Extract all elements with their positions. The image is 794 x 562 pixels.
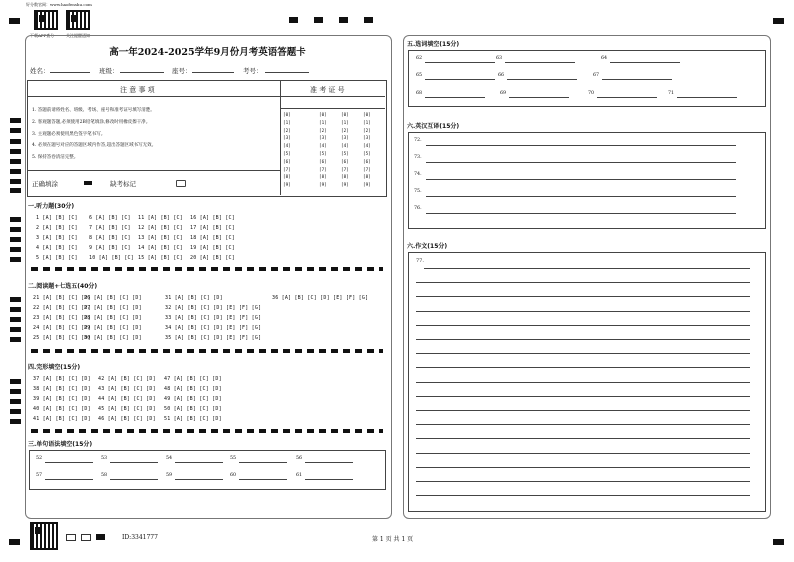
exam-digit-bubble[interactable]: [0] [363, 113, 371, 118]
answer-blank[interactable] [110, 462, 158, 463]
answer-blank[interactable] [610, 62, 680, 63]
exam-digit-bubble[interactable]: [7] [363, 167, 371, 173]
answer-choice-row[interactable]: 51 [A] [B] [C] [D] [164, 416, 222, 422]
timing-mark [10, 317, 21, 322]
timing-mark [289, 17, 298, 23]
grammar-title: 三.单句语法填空(15分) [28, 441, 93, 448]
answer-choice-row[interactable]: 42 [A] [B] [C] [D] [98, 376, 156, 382]
writing-line[interactable] [416, 495, 750, 496]
exam-digit-bubble[interactable]: [0] [283, 113, 291, 118]
answer-choice-row[interactable]: 32 [A] [B] [C] [D] [E] [F] [G] [165, 305, 262, 311]
correct-fill-label: 正确填涂 [32, 180, 58, 188]
timing-mark [10, 118, 21, 123]
translation-number: 73. [414, 155, 422, 160]
notice-item-4: 4. 必须在题号对应的答题区域内作答,超出答题区域书写无效。 [32, 143, 157, 148]
answer-choice-row[interactable]: 11 [A] [B] [C] [138, 215, 183, 221]
exam-digit-bubble[interactable]: [4] [283, 144, 291, 150]
timing-mark [10, 227, 21, 232]
answer-choice-row[interactable]: 40 [A] [B] [C] [D] [33, 406, 91, 412]
timing-mark [10, 327, 21, 332]
answer-blank[interactable] [602, 79, 672, 80]
blank-number: 68 [416, 91, 423, 96]
answer-choice-row[interactable]: 23 [A] [B] [C] [D] [33, 315, 91, 321]
timing-mark [10, 139, 21, 144]
answer-choice-row[interactable]: 20 [A] [B] [C] [190, 255, 235, 261]
translation-box [408, 132, 766, 229]
answer-choice-row[interactable]: 37 [A] [B] [C] [D] [33, 376, 91, 382]
exam-digit-bubble[interactable]: [0] [341, 113, 349, 118]
answer-choice-row[interactable]: 49 [A] [B] [C] [D] [164, 396, 222, 402]
answer-choice-row[interactable]: 28 [A] [B] [C] [D] [84, 315, 142, 321]
answer-blank[interactable] [305, 479, 353, 480]
exam-digit-bubble[interactable]: [9] [341, 183, 349, 189]
answer-blank[interactable] [677, 97, 737, 98]
answer-choice-row[interactable]: 5 [A] [B] [C] [36, 255, 78, 261]
words-title: 五.选词填空(15分) [407, 41, 460, 48]
blank-number: 66 [498, 73, 505, 78]
writing-line[interactable] [416, 382, 750, 383]
translation-answer-line[interactable] [426, 145, 736, 146]
qr2-caption: 关注提醒通知 [66, 33, 90, 38]
answer-choice-row[interactable]: 21 [A] [B] [C] [D] [33, 295, 91, 301]
answer-choice-row[interactable]: 22 [A] [B] [C] [D] [33, 305, 91, 311]
notice-item-5: 5. 保持答卷清洁完整。 [32, 155, 79, 160]
exam-digit-bubble[interactable]: [5] [319, 152, 327, 157]
writing-line[interactable] [416, 481, 750, 482]
exam-digit-bubble[interactable]: [0] [319, 113, 327, 118]
download-qr-code [34, 10, 58, 30]
answer-blank[interactable] [597, 97, 657, 98]
answer-choice-row[interactable]: 25 [A] [B] [C] [D] [33, 335, 91, 341]
notice-item-1: 1. 答题前请将姓名、班级、考场、座号和准考证号填写清楚。 [32, 108, 155, 113]
exam-digit-bubble[interactable]: [6] [319, 159, 327, 165]
blank-number: 62 [416, 56, 423, 61]
answer-blank[interactable] [305, 462, 353, 463]
exam-digit-bubble[interactable]: [6] [341, 159, 349, 165]
answer-choice-row[interactable]: 3 [A] [B] [C] [36, 235, 78, 241]
translation-answer-line[interactable] [426, 196, 736, 197]
answer-choice-row[interactable]: 33 [A] [B] [C] [D] [E] [F] [G] [165, 315, 262, 321]
timing-mark [10, 237, 21, 242]
writing-line[interactable] [416, 396, 750, 397]
exam-digit-bubble[interactable]: [7] [341, 167, 349, 173]
class-label: 班级： [99, 67, 119, 75]
answer-blank[interactable] [425, 62, 495, 63]
notice-divider [27, 96, 385, 97]
answer-blank[interactable] [507, 79, 577, 80]
writing-line[interactable] [416, 296, 750, 297]
blank-number: 53 [101, 456, 108, 461]
answer-choice-row[interactable]: 27 [A] [B] [C] [D] [84, 305, 142, 311]
answer-choice-row[interactable]: 29 [A] [B] [C] [D] [84, 325, 142, 331]
blank-number: 60 [230, 473, 237, 478]
sheet-id: ID:3341777 [122, 534, 158, 541]
answer-choice-row[interactable]: 47 [A] [B] [C] [D] [164, 376, 222, 382]
answer-choice-row[interactable]: 16 [A] [B] [C] [190, 215, 235, 221]
timing-mark [10, 389, 21, 394]
answer-choice-row[interactable]: 38 [A] [B] [C] [D] [33, 386, 91, 392]
answer-choice-row[interactable]: 36 [A] [B] [C] [D] [E] [F] [G] [272, 295, 369, 301]
corner-mark [9, 18, 20, 24]
site-url: 好分数官网：www.haofenshu.com [26, 2, 92, 7]
timing-mark [10, 247, 21, 252]
corner-mark [773, 18, 784, 24]
answer-blank[interactable] [425, 79, 495, 80]
seat-field[interactable] [192, 72, 234, 73]
timing-mark [10, 128, 21, 133]
exam-digit-bubble[interactable]: [1] [283, 120, 291, 126]
timing-mark [10, 188, 21, 193]
exam-digit-bubble[interactable]: [2] [341, 128, 349, 134]
timing-mark [10, 149, 21, 154]
translation-number: 75. [414, 189, 422, 194]
translation-number: 72. [414, 138, 422, 143]
writing-line[interactable] [416, 467, 750, 468]
timing-mark [10, 337, 21, 342]
footer-qr-code [30, 522, 58, 550]
exam-digit-bubble[interactable]: [9] [363, 183, 371, 189]
notice-bottom-divider [27, 170, 280, 171]
exam-digit-bubble[interactable]: [1] [319, 120, 327, 126]
answer-choice-row[interactable]: 45 [A] [B] [C] [D] [98, 406, 156, 412]
answer-choice-row[interactable]: 7 [A] [B] [C] [89, 225, 131, 231]
answer-blank[interactable] [45, 462, 93, 463]
blank-number: 65 [416, 73, 423, 78]
footer-box [66, 534, 76, 541]
cloze-title: 四.完形填空(15分) [28, 364, 81, 371]
timing-mark [10, 419, 21, 424]
listening-title: 一.听力题(30分) [28, 203, 75, 210]
corner-mark [9, 539, 20, 545]
translation-answer-line[interactable] [426, 162, 736, 163]
exam-digit-bubble[interactable]: [8] [319, 175, 327, 181]
correct-fill-example [84, 181, 92, 185]
page-number: 第 1 页 共 1 页 [372, 536, 414, 543]
exam-digit-bubble[interactable]: [3] [341, 136, 349, 142]
absent-mark-label: 缺考标记 [110, 180, 136, 188]
writing-line[interactable] [424, 268, 750, 269]
blank-number: 69 [500, 91, 507, 96]
timing-mark [10, 307, 21, 312]
answer-choice-row[interactable]: 6 [A] [B] [C] [89, 215, 131, 221]
exam-digit-bubble[interactable]: [3] [363, 136, 371, 142]
answer-choice-row[interactable]: 39 [A] [B] [C] [D] [33, 396, 91, 402]
answer-choice-row[interactable]: 10 [A] [B] [C] [89, 255, 134, 261]
timing-mark [10, 379, 21, 384]
translation-number: 74. [414, 172, 422, 177]
exam-digit-bubble[interactable]: [5] [283, 152, 291, 157]
blank-number: 61 [296, 473, 303, 478]
writing-line[interactable] [416, 325, 750, 326]
answer-choice-row[interactable]: 14 [A] [B] [C] [138, 245, 183, 251]
answer-choice-row[interactable]: 9 [A] [B] [C] [89, 245, 131, 251]
answer-blank[interactable] [175, 462, 223, 463]
seat-label: 座号： [172, 67, 192, 75]
answer-choice-row[interactable]: 8 [A] [B] [C] [89, 235, 131, 241]
notice-item-2: 2. 客观题答题,必须使用2B铅笔填涂,修改时用橡皮擦干净。 [32, 120, 151, 125]
writing-line[interactable] [416, 282, 750, 283]
notice-vertical-divider [280, 80, 281, 195]
exam-digit-bubble[interactable]: [4] [319, 144, 327, 150]
answer-choice-row[interactable]: 15 [A] [B] [C] [138, 255, 183, 261]
blank-number: 58 [101, 473, 108, 478]
exam-number-write-row [280, 108, 385, 109]
corner-mark [773, 539, 784, 545]
exam-digit-bubble[interactable]: [5] [341, 152, 349, 157]
answer-blank[interactable] [509, 97, 569, 98]
translation-answer-line[interactable] [426, 179, 736, 180]
grammar-box [29, 450, 386, 490]
writing-title: 六.作文(15分) [407, 243, 448, 250]
divider-dashes [31, 267, 383, 271]
class-field[interactable] [120, 72, 164, 73]
exam-digit-bubble[interactable]: [2] [283, 128, 291, 134]
absent-mark-box[interactable] [176, 180, 186, 187]
writing-line[interactable] [416, 353, 750, 354]
follow-qr-code [66, 10, 90, 30]
answer-choice-row[interactable]: 34 [A] [B] [C] [D] [E] [F] [G] [165, 325, 262, 331]
notice-item-3: 3. 主观题必须使用黑色签字笔书写。 [32, 132, 106, 137]
exam-no-label: 考号： [243, 67, 263, 75]
exam-digit-bubble[interactable]: [7] [283, 167, 291, 173]
exam-digit-bubble[interactable]: [4] [341, 144, 349, 150]
divider-dashes [31, 349, 383, 353]
answer-choice-row[interactable]: 48 [A] [B] [C] [D] [164, 386, 222, 392]
exam-number-bubbles [283, 113, 383, 193]
exam-digit-bubble[interactable]: [8] [283, 175, 291, 181]
exam-digit-bubble[interactable]: [2] [319, 128, 327, 134]
exam-digit-bubble[interactable]: [3] [283, 136, 291, 142]
exam-digit-bubble[interactable]: [2] [363, 128, 371, 134]
blank-number: 59 [166, 473, 173, 478]
answer-choice-row[interactable]: 13 [A] [B] [C] [138, 235, 183, 241]
blank-number: 56 [296, 456, 303, 461]
exam-digit-bubble[interactable]: [8] [341, 175, 349, 181]
timing-mark [10, 159, 21, 164]
answer-choice-row[interactable]: 43 [A] [B] [C] [D] [98, 386, 156, 392]
answer-choice-row[interactable]: 41 [A] [B] [C] [D] [33, 416, 91, 422]
answer-choice-row[interactable]: 19 [A] [B] [C] [190, 245, 235, 251]
answer-choice-row[interactable]: 4 [A] [B] [C] [36, 245, 78, 251]
writing-line[interactable] [416, 410, 750, 411]
notice-title: 注 意 事 项 [120, 86, 155, 94]
exam-digit-bubble[interactable]: [7] [319, 167, 327, 173]
footer-mark [96, 534, 105, 540]
exam-digit-bubble[interactable]: [9] [283, 183, 291, 189]
exam-digit-bubble[interactable]: [5] [363, 152, 371, 157]
blank-number: 52 [36, 456, 43, 461]
exam-no-field[interactable] [265, 72, 309, 73]
answer-choice-row[interactable]: 1 [A] [B] [C] [36, 215, 78, 221]
timing-mark [10, 257, 21, 262]
answer-choice-row[interactable]: 31 [A] [B] [C] [D] [165, 295, 223, 301]
answer-blank[interactable] [239, 462, 287, 463]
exam-digit-bubble[interactable]: [9] [319, 183, 327, 189]
translation-answer-line[interactable] [426, 213, 736, 214]
exam-digit-bubble[interactable]: [4] [363, 144, 371, 150]
timing-mark [339, 17, 348, 23]
writing-line[interactable] [416, 453, 750, 454]
timing-mark [314, 17, 323, 23]
blank-number: 57 [36, 473, 43, 478]
timing-mark [10, 399, 21, 404]
blank-number: 54 [166, 456, 173, 461]
answer-choice-row[interactable]: 50 [A] [B] [C] [D] [164, 406, 222, 412]
exam-digit-bubble[interactable]: [6] [283, 159, 291, 165]
exam-digit-bubble[interactable]: [3] [319, 136, 327, 142]
answer-blank[interactable] [425, 97, 485, 98]
writing-start-number: 77. [416, 258, 424, 264]
answer-blank[interactable] [239, 479, 287, 480]
answer-choice-row[interactable]: 35 [A] [B] [C] [D] [E] [F] [G] [165, 335, 262, 341]
name-field[interactable] [50, 72, 90, 73]
answer-choice-row[interactable]: 12 [A] [B] [C] [138, 225, 183, 231]
answer-choice-row[interactable]: 44 [A] [B] [C] [D] [98, 396, 156, 402]
exam-digit-bubble[interactable]: [1] [341, 120, 349, 126]
blank-number: 67 [593, 73, 600, 78]
blank-number: 63 [496, 56, 503, 61]
answer-choice-row[interactable]: 30 [A] [B] [C] [D] [84, 335, 142, 341]
translation-number: 76. [414, 206, 422, 211]
sheet-title: 高一年2024-2025学年9月份月考英语答题卡 [109, 47, 306, 58]
footer-box [81, 534, 91, 541]
writing-line[interactable] [416, 367, 750, 368]
name-label: 姓名： [30, 67, 50, 75]
answer-blank[interactable] [110, 479, 158, 480]
exam-digit-bubble[interactable]: [8] [363, 175, 371, 181]
answer-choice-row[interactable]: 46 [A] [B] [C] [D] [98, 416, 156, 422]
answer-choice-row[interactable]: 26 [A] [B] [C] [D] [84, 295, 142, 301]
qr1-caption: 下载APP查分 [30, 33, 55, 38]
timing-mark [10, 169, 21, 174]
answer-blank[interactable] [505, 62, 575, 63]
answer-blank[interactable] [175, 479, 223, 480]
answer-choice-row[interactable]: 2 [A] [B] [C] [36, 225, 78, 231]
writing-line[interactable] [416, 438, 750, 439]
answer-choice-row[interactable]: 17 [A] [B] [C] [190, 225, 235, 231]
blank-number: 70 [588, 91, 595, 96]
exam-digit-bubble[interactable]: [6] [363, 159, 371, 165]
exam-number-title: 准 考 证 号 [310, 86, 345, 94]
answer-blank[interactable] [45, 479, 93, 480]
timing-mark [10, 179, 21, 184]
blank-number: 64 [601, 56, 608, 61]
timing-mark [10, 409, 21, 414]
reading-title: 二.阅读题+七选五(40分) [28, 283, 98, 290]
timing-mark [10, 217, 21, 222]
translation-title: 六.英汉互译(15分) [407, 123, 460, 130]
exam-digit-bubble[interactable]: [1] [363, 120, 371, 126]
answer-choice-row[interactable]: 18 [A] [B] [C] [190, 235, 235, 241]
timing-mark [10, 297, 21, 302]
writing-line[interactable] [416, 311, 750, 312]
divider-dashes [31, 429, 383, 433]
timing-mark [364, 17, 373, 23]
writing-line[interactable] [416, 339, 750, 340]
blank-number: 71 [668, 91, 675, 96]
writing-line[interactable] [416, 424, 750, 425]
answer-choice-row[interactable]: 24 [A] [B] [C] [D] [33, 325, 91, 331]
blank-number: 55 [230, 456, 237, 461]
